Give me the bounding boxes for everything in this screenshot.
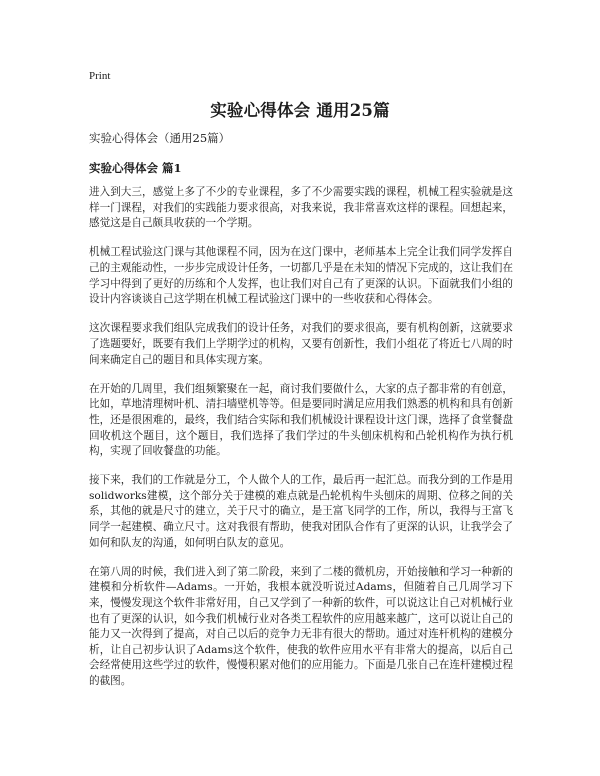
section-heading: 实验心得体会 篇1 — [89, 161, 182, 175]
paragraph-5: 接下来，我们的工作就是分工，个人做个人的工作，最后再一起汇总。而我分到的工作是用solidworks建模，这个部分关于建模的难点就是凸轮机构牛头刨床的周期、位移之间的关系，其他的就是尺寸的建立，关于尺寸的确立，是王富飞同学的工作，所以，我得与王富飞同学一起建模、确立尺寸。这对我很有帮助，使我对团队合作有了更深的认识，让我学会了如何和队友的沟通，如何明白队友的意见。 — [89, 474, 513, 549]
paragraph-4: 在开始的几周里，我们组频繁聚在一起，商讨我们要做什么，大家的点子都非常的有创意，比如，草地清理树叶机、清扫墙壁机等等。但是要同时满足应用我们熟悉的机构和具有创新性，还是很困难的，最终，我们结合实际和我们机械设计课程设计这门课，选择了食堂餐盘回收机这个题目，这个题目，我们选择了我们学过的牛头刨床机构和凸轮机构作为执行机构，实现了回收餐盘的功能。 — [89, 382, 513, 458]
document-subtitle: 实验心得体会（通用25篇） — [89, 131, 231, 145]
paragraph-1: 进入到大三，感觉上多了不少的专业课程，多了不少需要实践的课程，机械工程实验就是这样一门课程，对我们的实践能力要求很高，对我来说，我非常喜欢这样的课程。回想起来，感觉这是自己颇具收获的一个学期。 — [89, 186, 513, 230]
paragraph-3: 这次课程要求我们组队完成我们的设计任务，对我们的要求很高，要有机构创新，这就要求了选题要好，既要有我们上学期学过的机构，又要有创新性，我们小组花了将近七八周的时间来确定自己的题目和具体实现方案。 — [89, 322, 513, 366]
article-body — [89, 185, 513, 703]
paragraph-6: 在第八周的时候，我们进入到了第二阶段，来到了二楼的微机房，开始接触和学习一种新的建模和分析软件—Adams。一开始，我根本就没听说过Adams，但随着自己几周学习下来，慢慢发现这个软件非常好用，自己又学到了一种新的软件，可以说这让自己对机械行业也有了更深的认识，如今我们机械行业对各类工程软件的应用越来越广，这可以说让自己的能力又一次得到了提高，对自己以后的竞争力无非有很大的帮助。通过对连杆机构的建模分析，让自己初步认识了Adams这个软件，使我的软件应用水平有非常大的提高，以后自己会经常使用这些学过的软件，慢慢积累对他们的应用能力。下面是几张自己在连杆建模过程的截图。 — [89, 565, 513, 687]
paragraph-2: 机械工程试验这门课与其他课程不同，因为在这门课中，老师基本上完全让我们同学发挥自己的主观能动性，一步步完成设计任务，一切都几乎是在未知的情况下完成的，这让我们在学习中得到了更好的历练和个人发挥，也让我们对自己有了更深的认识。下面就我们小组的设计内容谈谈自己这学期在机械工程试验这门课中的一些收获和心得体会。 — [89, 246, 513, 306]
print-label[interactable]: Print — [89, 70, 111, 82]
document-title: 实验心得体会 通用25篇 — [210, 101, 390, 120]
